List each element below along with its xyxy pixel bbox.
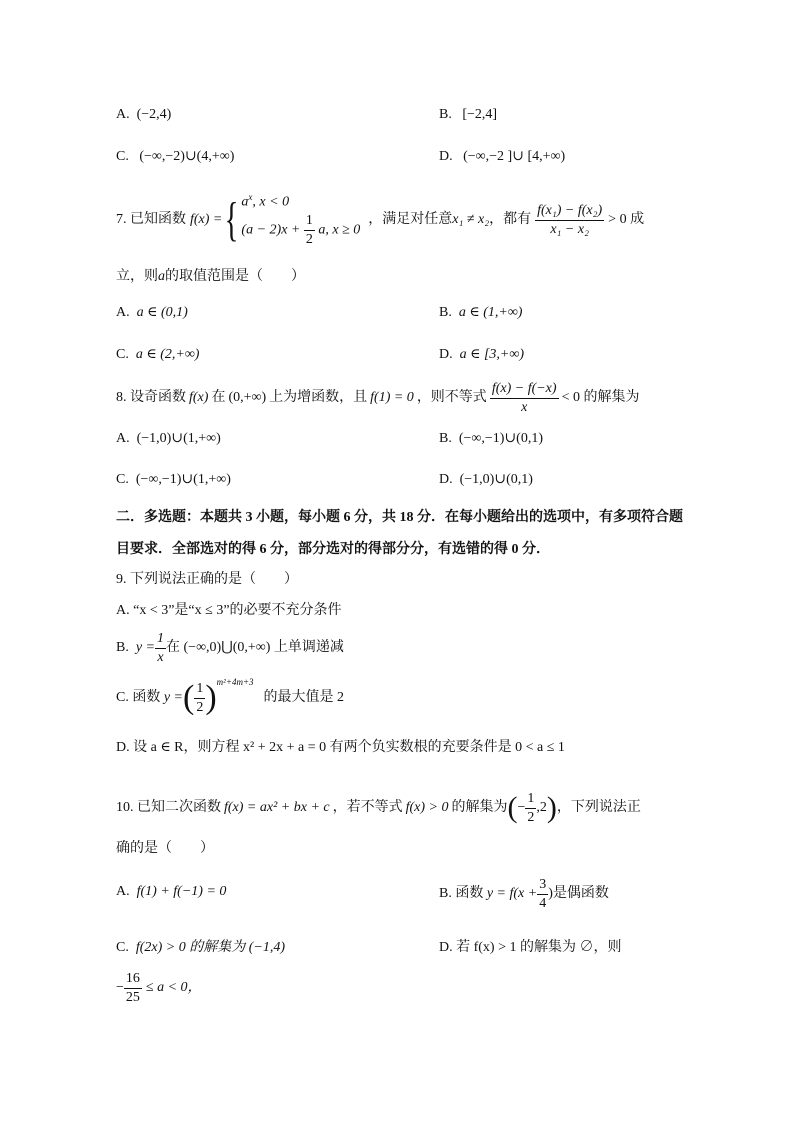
- q9-option-d[interactable]: D. 设 a ∈ R，则方程 x² + 2x + a = 0 有两个负实数根的充要条件是 0 < a ≤ 1: [116, 740, 565, 755]
- q7-stem: 7. 已知函数 f(x) = { $a^x$, x < 0 (a − 2)x + $\frac{1}{2}$ a, x ≥ 0 ，满足对任意 x₁ ≠ x₂ ，都有 $\frac{\text{f(x₁) − f(x₂)}}{\text{x₁ − x₂}}$ > 0 成: [116, 192, 645, 247]
- q10-option-d[interactable]: D. 若 f(x) > 1 的解集为 ∅，则: [439, 940, 622, 955]
- q7-option-b[interactable]: B. a ∈ (1,+∞): [439, 305, 523, 320]
- q7-stem-line2: 立，则a的取值范围是（ ）: [116, 269, 305, 284]
- q8-option-a[interactable]: A. (−1,0)∪(1,+∞): [116, 431, 221, 446]
- q8-stem: 8. 设奇函数 f(x) 在 (0,+∞) 上为增函数，且 f(1) = 0 ，则不等式 $\frac{f(x) - f(-x)}{x}$ < 0 的解集为: [116, 380, 640, 415]
- q10-option-c[interactable]: C. f(2x) > 0 的解集为 (−1,4): [116, 940, 285, 955]
- q8-option-b[interactable]: B. (−∞,−1)∪(0,1): [439, 431, 543, 446]
- q10-stem-line2: 确的是（ ）: [116, 841, 214, 856]
- q6-option-d[interactable]: D. (−∞,−2 ]∪ [4,+∞): [439, 149, 566, 164]
- q6-option-a[interactable]: A. (−2,4): [116, 107, 172, 122]
- q10-stem: 10. 已知二次函数 f(x) = ax² + bx + c ，若不等式 f(x) > 0 的解集为 ( − $\frac{1}{2}$ ,2 ) ，下列说法正: [116, 790, 641, 825]
- q7-option-a[interactable]: A. a ∈ (0,1): [116, 305, 188, 320]
- q9-option-a[interactable]: A. “x < 3”是“x ≤ 3”的必要不充分条件: [116, 603, 342, 618]
- q7-option-d[interactable]: D. a ∈ [3,+∞): [439, 347, 525, 362]
- q10-option-a[interactable]: A. f(1) + f(−1) = 0: [116, 884, 227, 899]
- q6-option-b[interactable]: B. [−2,4]: [439, 107, 498, 122]
- q10-option-d-continuation: − $\frac{16}{25}$ ≤ a < 0，: [116, 970, 202, 1005]
- q9-option-b[interactable]: B. y = $\frac{1}{x}$ 在 (−∞,0)⋃(0,+∞) 上单调递减: [116, 630, 344, 665]
- section-heading-line2: 目要求．全部选对的得 6 分，部分选对的得部分分，有选错的得 0 分．: [116, 542, 550, 557]
- q10-option-b[interactable]: B. 函数 y = f(x + $\frac{3}{4}$ ) 是偶函数: [439, 876, 609, 911]
- q6-option-c[interactable]: C. (−∞,−2)∪(4,+∞): [116, 149, 235, 164]
- q8-option-d[interactable]: D. (−1,0)∪(0,1): [439, 472, 533, 487]
- q9-option-c[interactable]: C. 函数 y = ( $\frac{1}{2}$ ) $^{m^2+4m+3}$ 的最大值是 2: [116, 677, 345, 716]
- q7-option-c[interactable]: C. a ∈ (2,+∞): [116, 347, 200, 362]
- q8-option-c[interactable]: C. (−∞,−1)∪(1,+∞): [116, 472, 231, 487]
- q9-stem: 9. 下列说法正确的是（ ）: [116, 572, 298, 587]
- section-heading-line1: 二．多选题：本题共 3 小题，每小题 6 分，共 18 分．在每小题给出的选项中，有多项符合题: [116, 510, 683, 525]
